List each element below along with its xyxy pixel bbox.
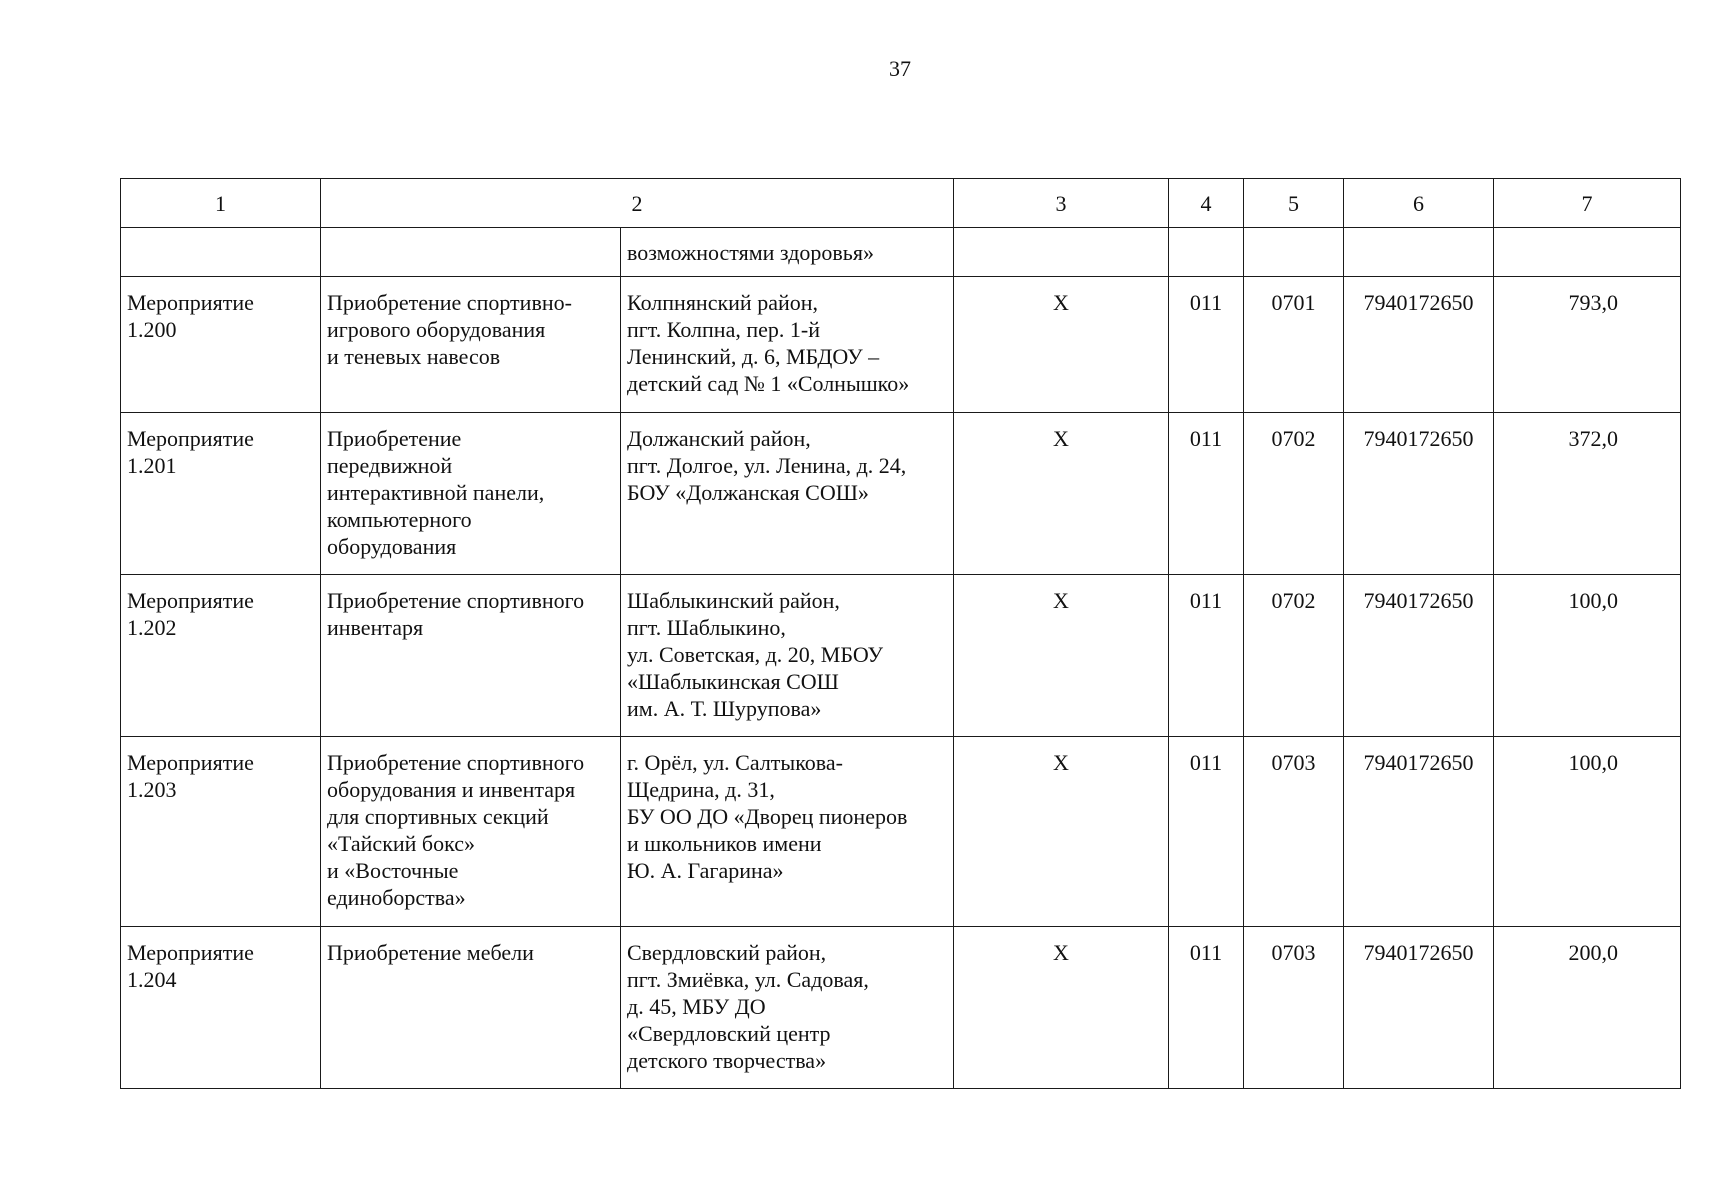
cell-col6-text: 7940172650 bbox=[1363, 588, 1474, 613]
cont-cell-6 bbox=[1344, 228, 1494, 277]
cell-col6 bbox=[1344, 737, 1494, 927]
cell-description bbox=[321, 277, 621, 413]
cell-location bbox=[621, 277, 954, 413]
cell-location bbox=[621, 575, 954, 737]
cell-id bbox=[121, 277, 321, 413]
cell-col5 bbox=[1244, 277, 1344, 413]
cont-cell-3 bbox=[954, 228, 1169, 277]
cell-col3-text: Х bbox=[1053, 426, 1069, 451]
cell-col3-text: Х bbox=[1053, 290, 1069, 315]
cell-col7 bbox=[1494, 413, 1681, 575]
cell-col7-text: 793,0 bbox=[1568, 290, 1618, 315]
cell-col3-text: Х bbox=[1053, 750, 1069, 775]
cell-location-text: г. Орёл, ул. Салтыкова- Щедрина, д. 31, БУ ОО ДО «Дворец пионеров и школьников имени Ю. А. Гагарина» bbox=[627, 750, 908, 883]
cell-col7-text: 200,0 bbox=[1568, 940, 1618, 965]
cell-col5-text: 0701 bbox=[1271, 290, 1316, 315]
cont-cell-location: возможностями здоровья» bbox=[621, 228, 954, 277]
cell-col6-text: 7940172650 bbox=[1363, 290, 1474, 315]
header-cell-1: 1 bbox=[121, 179, 321, 228]
table-header-row bbox=[121, 179, 1681, 228]
cell-col4 bbox=[1169, 277, 1244, 413]
cell-description-text: Приобретение спортивного инвентаря bbox=[327, 588, 585, 640]
cont-cell-7 bbox=[1494, 228, 1681, 277]
cell-col7 bbox=[1494, 277, 1681, 413]
cont-cell-5 bbox=[1244, 228, 1344, 277]
cell-col6 bbox=[1344, 575, 1494, 737]
cell-col5 bbox=[1244, 927, 1344, 1089]
continuation-row bbox=[121, 228, 1681, 277]
cell-id-text: Мероприятие 1.204 bbox=[127, 940, 254, 992]
cell-col6 bbox=[1344, 413, 1494, 575]
budget-table bbox=[120, 178, 1681, 1089]
cell-col4-text: 011 bbox=[1189, 290, 1223, 315]
cell-col6-text: 7940172650 bbox=[1363, 426, 1474, 451]
cell-description bbox=[321, 413, 621, 575]
cell-col4 bbox=[1169, 737, 1244, 927]
cont-cell-4 bbox=[1169, 228, 1244, 277]
cell-col6-text: 7940172650 bbox=[1363, 940, 1474, 965]
cell-col6-text: 7940172650 bbox=[1363, 750, 1474, 775]
cell-col4-text: 011 bbox=[1189, 750, 1223, 775]
cont-cell-id bbox=[121, 228, 321, 277]
cell-description-text: Приобретение передвижной интерактивной панели, компьютерного оборудования bbox=[327, 426, 545, 559]
cell-col5-text: 0702 bbox=[1271, 426, 1316, 451]
cell-col4 bbox=[1169, 413, 1244, 575]
header-cell-7: 7 bbox=[1494, 179, 1681, 228]
cell-location-text: Шаблыкинский район, пгт. Шаблыкино, ул. Советская, д. 20, МБОУ «Шаблыкинская СОШ им. А. Т. Шурупова» bbox=[627, 588, 884, 721]
cell-id-text: Мероприятие 1.202 bbox=[127, 588, 254, 640]
table-row bbox=[121, 927, 1681, 1089]
cell-location-text: Колпнянский район, пгт. Колпна, пер. 1-й Ленинский, д. 6, МБДОУ – детский сад № 1 «Солнышко» bbox=[627, 290, 910, 396]
cell-location-text: Должанский район, пгт. Долгое, ул. Ленина, д. 24, БОУ «Должанская СОШ» bbox=[627, 426, 907, 505]
cell-col7-text: 100,0 bbox=[1568, 750, 1618, 775]
header-cell-6: 6 bbox=[1344, 179, 1494, 228]
header-cell-4: 4 bbox=[1169, 179, 1244, 228]
cell-location-text: Свердловский район, пгт. Змиёвка, ул. Садовая, д. 45, МБУ ДО «Свердловский центр детского творчества» bbox=[627, 940, 869, 1073]
cell-col3-text: Х bbox=[1053, 940, 1069, 965]
table-row bbox=[121, 737, 1681, 927]
cell-col3 bbox=[954, 277, 1169, 413]
cell-id bbox=[121, 575, 321, 737]
cell-col3 bbox=[954, 413, 1169, 575]
cell-id-text: Мероприятие 1.203 bbox=[127, 750, 254, 802]
cell-col5-text: 0703 bbox=[1271, 940, 1316, 965]
cell-col4 bbox=[1169, 575, 1244, 737]
cell-col3-text: Х bbox=[1053, 588, 1069, 613]
cell-col3 bbox=[954, 927, 1169, 1089]
cell-id bbox=[121, 927, 321, 1089]
cell-col6 bbox=[1344, 277, 1494, 413]
cell-description-text: Приобретение спортивного оборудования и инвентаря для спортивных секций «Тайский бокс» и «Восточные единоборства» bbox=[327, 750, 585, 910]
cell-id bbox=[121, 737, 321, 927]
cell-description bbox=[321, 927, 621, 1089]
cell-col7-text: 372,0 bbox=[1568, 426, 1618, 451]
cell-col3 bbox=[954, 737, 1169, 927]
header-cell-3: 3 bbox=[954, 179, 1169, 228]
cell-col5-text: 0703 bbox=[1271, 750, 1316, 775]
cell-col5 bbox=[1244, 737, 1344, 927]
table-row bbox=[121, 277, 1681, 413]
cell-description bbox=[321, 575, 621, 737]
cell-col4-text: 011 bbox=[1189, 588, 1223, 613]
table-row bbox=[121, 413, 1681, 575]
cell-col6 bbox=[1344, 927, 1494, 1089]
cell-col7-text: 100,0 bbox=[1568, 588, 1618, 613]
cell-col7 bbox=[1494, 737, 1681, 927]
page-number: 37 bbox=[889, 56, 911, 81]
header-cell-5: 5 bbox=[1244, 179, 1344, 228]
cell-col4-text: 011 bbox=[1189, 940, 1223, 965]
cont-cell-description bbox=[321, 228, 621, 277]
cell-description-text: Приобретение спортивно- игрового оборудования и теневых навесов bbox=[327, 290, 572, 369]
cell-location bbox=[621, 737, 954, 927]
cell-col5-text: 0702 bbox=[1271, 588, 1316, 613]
cell-description bbox=[321, 737, 621, 927]
cell-col7 bbox=[1494, 575, 1681, 737]
cell-id bbox=[121, 413, 321, 575]
cell-id-text: Мероприятие 1.200 bbox=[127, 290, 254, 342]
table-row bbox=[121, 575, 1681, 737]
cell-col5 bbox=[1244, 413, 1344, 575]
cell-col4 bbox=[1169, 927, 1244, 1089]
cell-col3 bbox=[954, 575, 1169, 737]
cell-id-text: Мероприятие 1.201 bbox=[127, 426, 254, 478]
cell-col7 bbox=[1494, 927, 1681, 1089]
cell-col5 bbox=[1244, 575, 1344, 737]
cell-location bbox=[621, 413, 954, 575]
header-cell-2: 2 bbox=[321, 179, 954, 228]
cell-location bbox=[621, 927, 954, 1089]
cell-description-text: Приобретение мебели bbox=[327, 940, 534, 965]
cell-col4-text: 011 bbox=[1189, 426, 1223, 451]
